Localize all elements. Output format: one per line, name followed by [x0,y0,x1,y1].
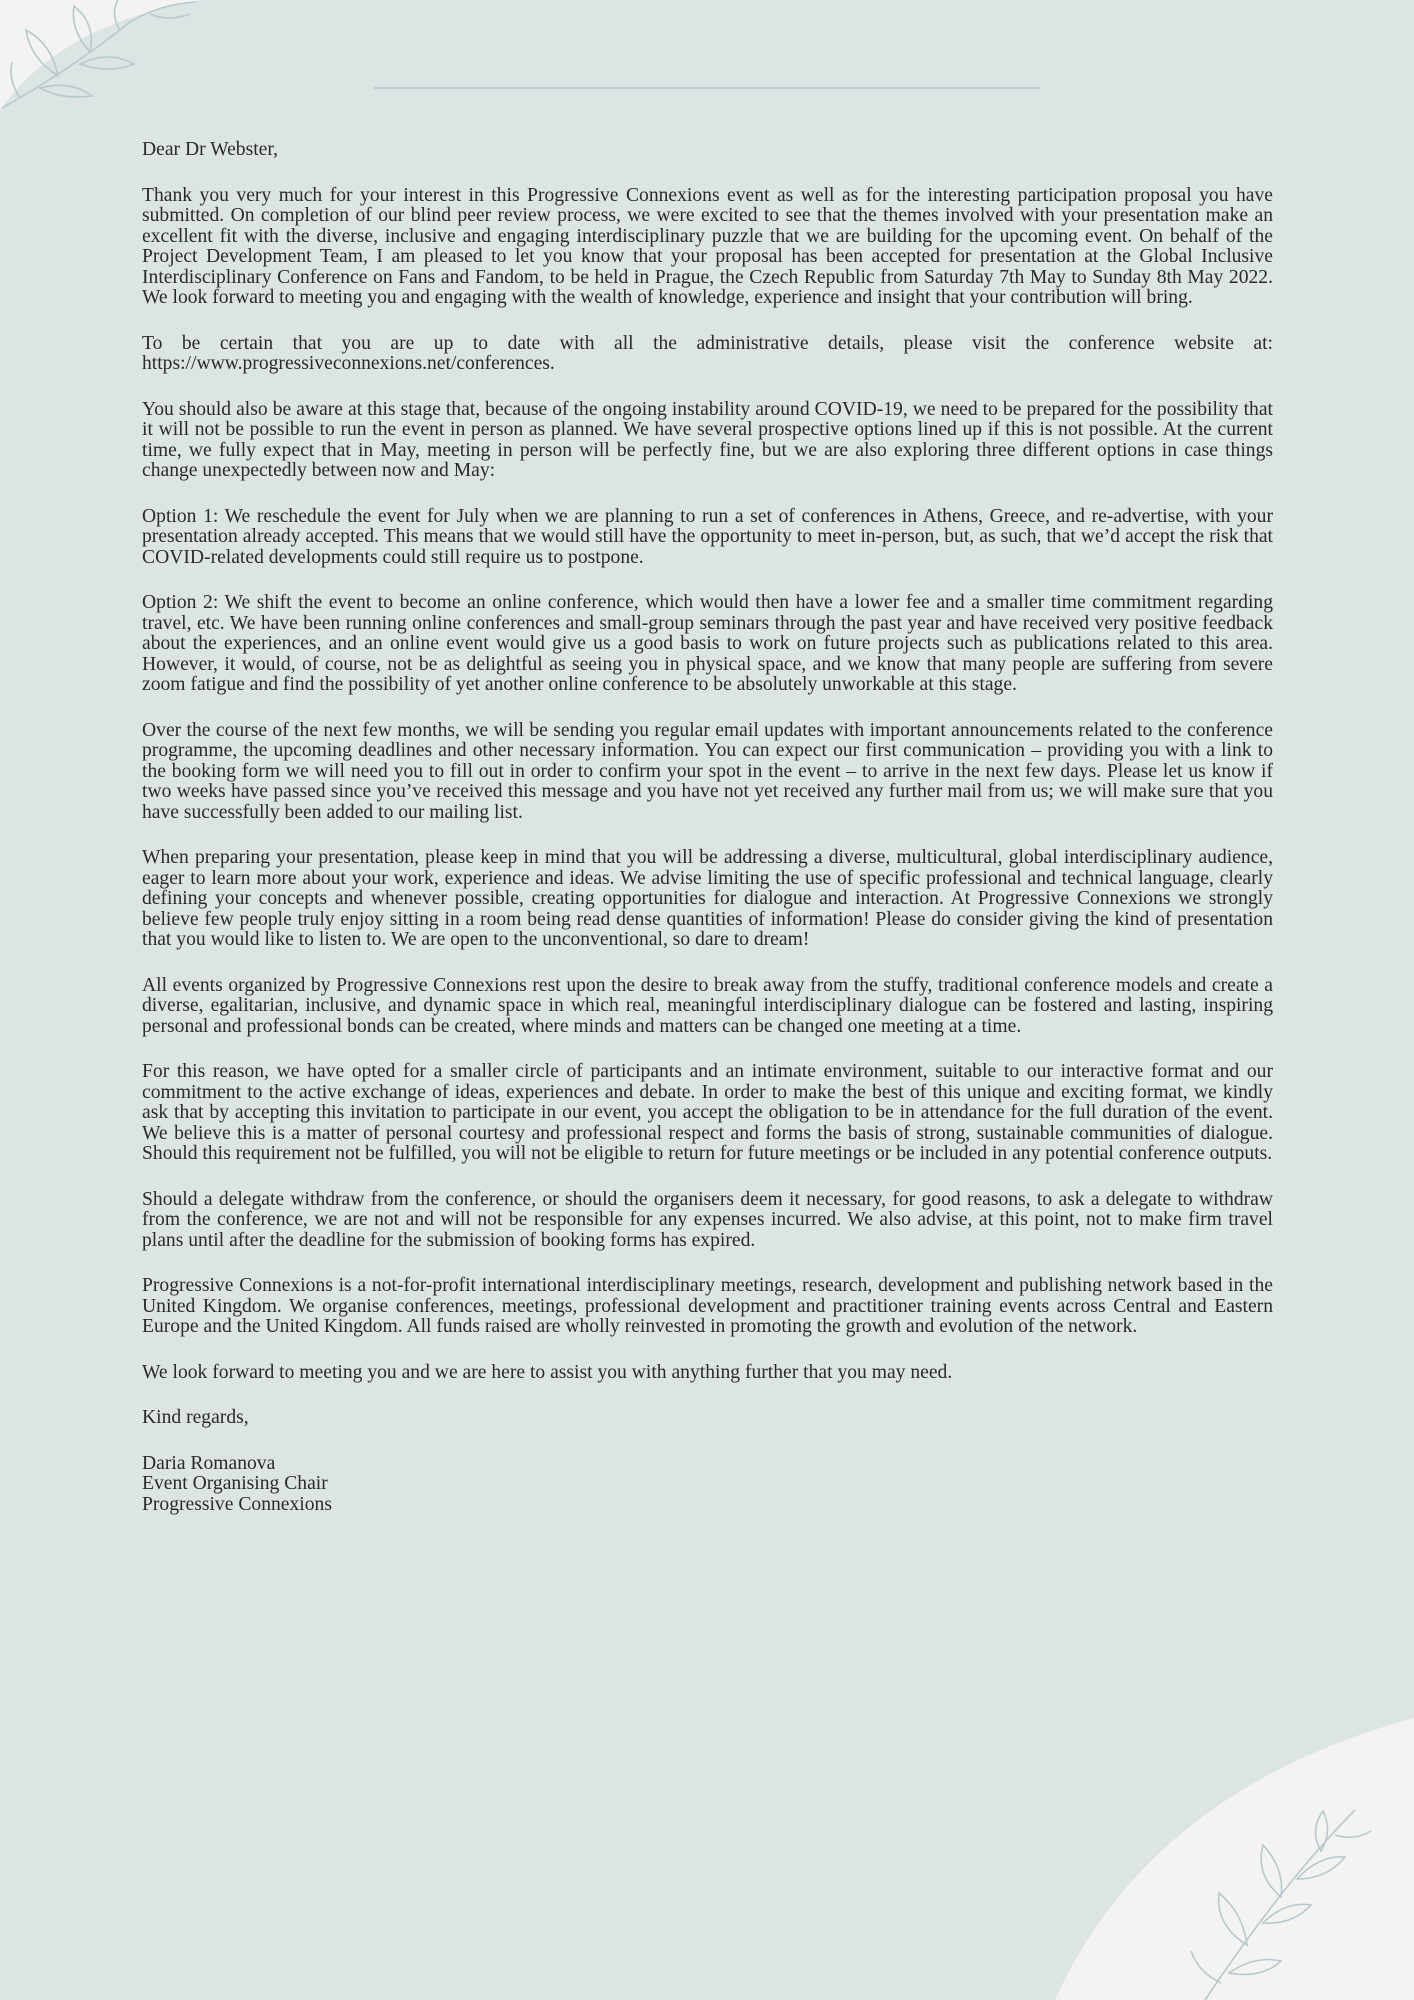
paragraph-withdrawal: Should a delegate withdraw from the conference, or should the organisers deem it necessary, for good reasons, to ask a delegate to withdraw from the conference, we are not and will not be responsible for any expenses incurred. We also advise, at this point, not to make firm travel plans until after the deadline for the submission of booking forms has expired. [142,1188,1273,1251]
letter-body [142,140,1273,1540]
paragraph-covid: You should also be aware at this stage that, because of the ongoing instability around COVID-19, we need to be prepared for the possibility that it will not be possible to run the event in person as planned. We have several prospective options lined up if this is not possible. At the current time, we fully expect that in May, meeting in person will be perfectly fine, but we are also exploring three different options in case things change unexpectedly between now and May: [142,398,1273,481]
signature-title: Event Organising Chair [142,1473,328,1494]
salutation: Dear Dr Webster, [142,139,279,160]
paragraph-option-2: Option 2: We shift the event to become an online conference, which would then have a lower fee and a smaller time commitment regarding travel, etc. We have been running online conferences and small-group seminars through the past year and have received very positive feedback about the experiences, and an online event would give us a good basis to work on future projects such as publications related to this area. However, it would, of course, not be as delightful as seeing you in physical space, and we know that many people are suffering from severe zoom fatigue and find the possibility of yet another online conference to be absolutely unworkable at this stage. [142,592,1273,695]
signature-organisation: Progressive Connexions [142,1493,332,1515]
leaf-branch-icon [1185,1805,1414,2000]
paragraph-website: To be certain that you are up to date with all the administrative details, please visit the conference website at: https://www.progressiveconnexions.net/conferences. [142,332,1273,374]
paragraph-attendance: For this reason, we have opted for a smaller circle of participants and an intimate environment, suitable to our interactive format and our commitment to the active exchange of ideas, experiences and debate. In order to make the best of this unique and exciting format, we kindly ask that by accepting this invitation to participate in our event, you accept the obligation to be in attendance for the full duration of the event. We believe this is a matter of personal courtesy and professional respect and forms the basis of strong, sustainable communities of dialogue. Should this requirement not be fulfilled, you will not be eligible to return for future meetings or be included in any potential conference outputs. [142,1061,1273,1164]
paragraph-closing-note: We look forward to meeting you and we are here to assist you with anything further that you may need. [142,1361,953,1383]
closing: Kind regards, [142,1407,249,1428]
header-divider [374,87,1040,89]
paragraph-acceptance: Thank you very much for your interest in this Progressive Connexions event as well as for the interesting participation proposal you have submitted. On completion of our blind peer review process, we were excited to see that the themes involved with your presentation make an excellent fit with the diverse, inclusive and engaging interdisciplinary puzzle that we are building for the upcoming event. On behalf of the Project Development Team, I am pleased to let you know that your proposal has been accepted for presentation at the Global Inclusive Interdisciplinary Conference on Fans and Fandom, to be held in Prague, the Czech Republic from Saturday 7th May to Sunday 8th May 2022. We look forward to meeting you and engaging with the wealth of knowledge, experience and insight that your contribution will bring. [142,184,1273,308]
signature-name: Daria Romanova [142,1452,276,1474]
paragraph-option-1: Option 1: We reschedule the event for July when we are planning to run a set of conferences in Athens, Greece, and re-advertise, with your presentation already accepted. This means that we would still have the opportunity to meet in-person, but, as such, that we’d accept the risk that COVID-related developments could still require us to postpone. [142,505,1273,568]
paragraph-updates: Over the course of the next few months, we will be sending you regular email updates with important announcements related to the conference programme, the upcoming deadlines and other necessary information. You can expect our first communication – providing you with a link to the booking form we will need you to fill out in order to confirm your spot in the event – to arrive in the next few days. Please let us know if two weeks have passed since you’ve received this message and you have not yet received any further mail from us; we will make sure that you have successfully been added to our mailing list. [142,719,1273,823]
paragraph-about: Progressive Connexions is a not-for-profit international interdisciplinary meetings, research, development and publishing network based in the United Kingdom. We organise conferences, meetings, professional development and practitioner training events across Central and Eastern Europe and the United Kingdom. All funds raised are wholly reinvested in promoting the growth and evolution of the network. [142,1275,1273,1337]
leaf-branch-icon [0,0,210,120]
signature [142,1454,1273,1516]
paragraph-events: All events organized by Progressive Connexions rest upon the desire to break away from the stuffy, traditional conference models and create a diverse, egalitarian, inclusive, and dynamic space in which real, meaningful interdisciplinary dialogue can be fostered and lasting, inspiring personal and professional bonds can be created, where minds and matters can be changed one meeting at a time. [142,974,1273,1037]
paragraph-presentation: When preparing your presentation, please keep in mind that you will be addressing a diverse, multicultural, global interdisciplinary audience, eager to learn more about your work, experience and ideas. We advise limiting the use of specific professional and technical language, clearly defining your concepts and whenever possible, creating opportunities for dialogue and interaction. At Progressive Connexions we strongly believe few people truly enjoy sitting in a room being read dense quantities of information! Please do consider giving the kind of presentation that you would like to listen to. We are open to the unconventional, so dare to dream! [142,847,1273,950]
